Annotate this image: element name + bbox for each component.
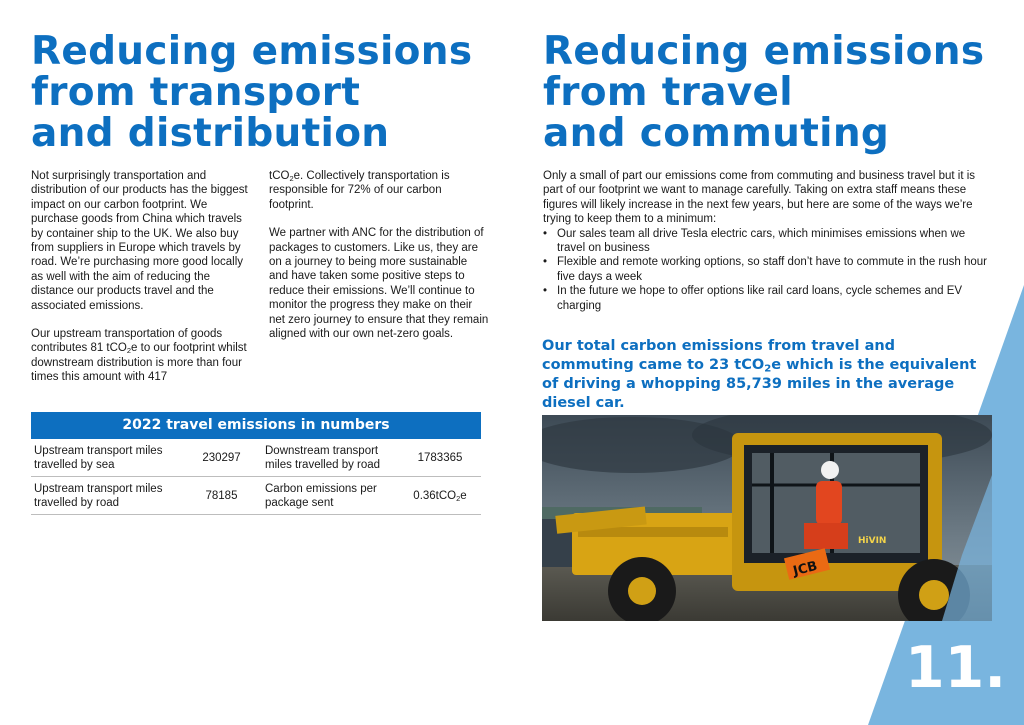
title-line: from transport bbox=[31, 70, 361, 115]
cab-label-text: HiVIN bbox=[858, 536, 887, 546]
transport-paragraph-2: Our upstream transportation of goods contributes 81 tCO$_2$e to our footprint whilst downstream distribution is more than four times this amount with 417 bbox=[31, 328, 247, 384]
table-label: Downstream transport miles travelled by road bbox=[265, 444, 381, 471]
travel-section-title bbox=[543, 31, 984, 154]
transport-column-2 bbox=[269, 169, 489, 355]
table-title: 2022 travel emissions in numbers bbox=[31, 412, 481, 439]
table-label: Upstream transport miles travelled by road bbox=[34, 482, 163, 509]
table-value: 78185 bbox=[205, 489, 238, 502]
travel-emissions-highlight: Our total carbon emissions from travel and commuting came to 23 tCO$_2$e which is the equivalent of driving a whopping 85,739 miles in the average diesel car. bbox=[542, 338, 977, 411]
title-line: from travel bbox=[543, 70, 793, 115]
table-value: 1783365 bbox=[417, 451, 463, 464]
title-line: and commuting bbox=[543, 111, 890, 156]
travel-emissions-table bbox=[31, 412, 481, 515]
table-value: 230297 bbox=[202, 451, 241, 464]
title-line: Reducing emissions bbox=[543, 29, 985, 74]
telehandler-photo bbox=[542, 415, 992, 621]
jcb-logo-text: JCB bbox=[791, 558, 819, 580]
transport-section-title bbox=[31, 31, 472, 154]
table-label: Upstream transport miles travelled by sea bbox=[34, 444, 163, 471]
title-line: Reducing emissions bbox=[31, 29, 473, 74]
transport-paragraph-3: tCO$_2$e. Collectively transportation is responsible for 72% of our carbon footprint. bbox=[269, 170, 450, 211]
table-label: Carbon emissions per package sent bbox=[265, 482, 377, 509]
list-item: • Our sales team all drive Tesla electric cars, which minimises emissions when we travel on business bbox=[543, 227, 995, 256]
table-row bbox=[31, 439, 481, 477]
page-number: 11. bbox=[905, 635, 1006, 701]
list-item: • Flexible and remote working options, so staff don’t have to commute in the rush hour five days a week bbox=[543, 255, 995, 284]
travel-body bbox=[543, 169, 995, 313]
travel-bullet-list bbox=[543, 227, 995, 313]
list-item: • In the future we hope to offer options like rail card loans, cycle schemes and EV charging bbox=[543, 284, 995, 313]
transport-paragraph-1: Not surprisingly transportation and distribution of our products has the biggest impact on our carbon footprint. We purchase goods from China which travels by container ship to the UK. We also buy from suppliers in Europe which travels by road. We’re purchasing more good locally as well with the aim of reducing the distance our products travel and the associated emissions. bbox=[31, 170, 248, 312]
title-line: and distribution bbox=[31, 111, 390, 156]
table-row bbox=[31, 477, 481, 515]
table-value: 0.36tCO$_2$e bbox=[413, 489, 467, 503]
travel-intro: Only a small of part our emissions come from commuting and business travel but it is part of our footprint we want to manage carefully. Taking on extra staff means these figures will likely increase in the next few years, but here are some of the ways we’re trying to keep them to a minimum: bbox=[543, 170, 976, 226]
transport-paragraph-4: We partner with ANC for the distribution of packages to customers. Like us, they are on a journey to being more sustainable and have taken some positive steps to reduce their emissions. We’ll continue to monitor the progress they make on their net zero journey to ensure that they remain aligned with our own net-zero goals. bbox=[269, 227, 489, 341]
transport-column-1 bbox=[31, 169, 251, 399]
